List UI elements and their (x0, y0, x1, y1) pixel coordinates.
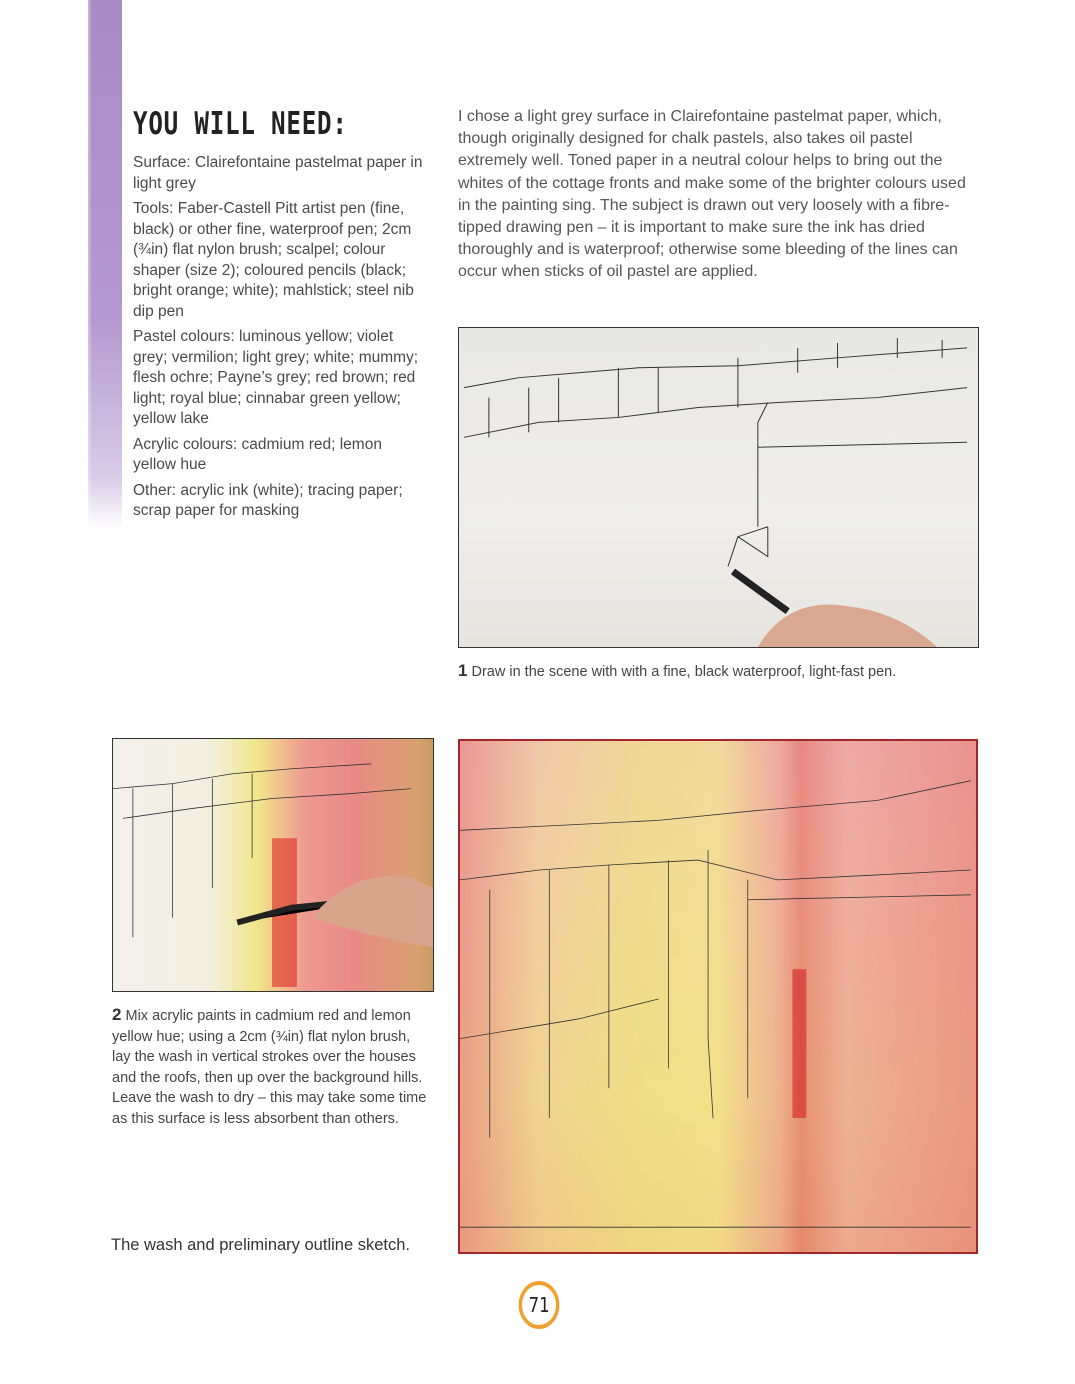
materials-item: Acrylic colours: cadmium red; lemon yellow hue (133, 435, 382, 473)
step2-caption (112, 1005, 432, 1129)
materials-item: Other: acrylic ink (white); tracing paper; scrap paper for masking (133, 481, 403, 519)
intro-paragraph: I chose a light grey surface in Clairefontaine pastelmat paper, which, though originally designed for chalk pastels, also takes oil pastel extremely well. Toned paper in a neutral colour helps to bring out the whites of the cottage fronts and make some of the brighter colours used in the painting sing. The subject is drawn out very loosely with a fibre-tipped drawing pen – it is important to make sure the ink has dried thoroughly and is waterproof; otherwise some bleeding of the lines can occur when sticks of oil pastel are applied. (458, 108, 966, 281)
step1-caption (458, 661, 896, 681)
materials-item: Tools: Faber-Castell Pitt artist pen (fine, black) or other fine, waterproof pen; 2cm (¾in) flat nylon brush; scalpel; colour shaper (size 2); coloured pencils (black; bright orange; white); mahlstick; steel nib dip pen (133, 200, 414, 320)
step1-photo-pen-sketch (458, 327, 979, 648)
step-text: Mix acrylic paints in cadmium red and lemon yellow hue; using a 2cm (¾in) flat nylon brush, lay the wash in vertical strokes over the houses and the roofs, then up over the background hills. Leave the wash to dry – this may take some time as this surface is less absorbent than others. (112, 1008, 427, 1127)
step-text: Draw in the scene with with a fine, black waterproof, light-fast pen. (471, 664, 897, 680)
step-number: 1 (458, 661, 468, 680)
final-wash-painting (458, 739, 978, 1254)
materials-list (133, 153, 428, 527)
materials-item: Surface: Clairefontaine pastelmat paper in light grey (133, 154, 423, 192)
page-number-badge: 71 (519, 1281, 560, 1329)
step-number: 2 (112, 1005, 122, 1024)
you-will-need-heading: YOU WILL NEED: (133, 106, 348, 142)
decorative-purple-strip (88, 0, 122, 530)
final-caption: The wash and preliminary outline sketch. (111, 1236, 410, 1254)
step2-photo-wash (112, 738, 434, 992)
materials-item: Pastel colours: luminous yellow; violet grey; vermilion; light grey; white; mummy; flesh ochre; Payne’s grey; red brown; red light; royal blue; cinnabar green yellow; yellow lake (133, 328, 419, 427)
